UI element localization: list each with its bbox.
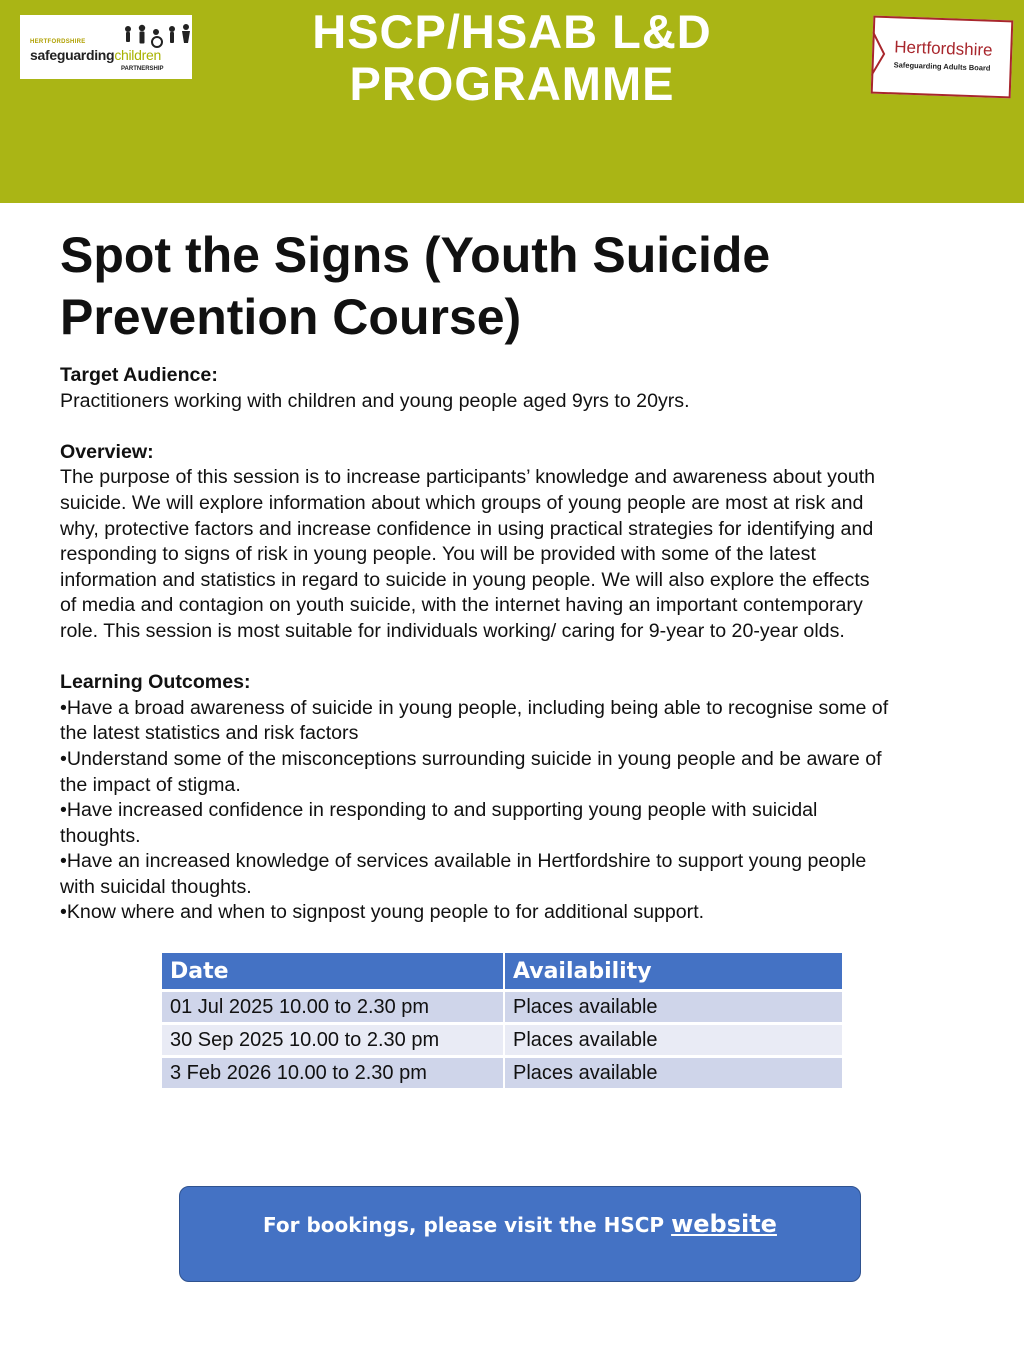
session-availability: Places available (504, 1024, 843, 1057)
logo-right-name: Hertfordshire (893, 37, 993, 60)
overview-line: responding to signs of risk in young people. You will be provided with some of the latest (60, 543, 816, 566)
outcome-line: the latest statistics and risk factors (60, 722, 359, 745)
overview-heading: Overview: (60, 440, 154, 463)
outcome-line: thoughts. (60, 824, 141, 847)
overview-line: The purpose of this session is to increase participants’ knowledge and awareness about youth (60, 466, 876, 489)
session-date: 01 Jul 2025 10.00 to 2.30 pm (162, 991, 504, 1024)
course-title (60, 224, 960, 348)
audience-heading: Target Audience: (60, 364, 218, 386)
outcome-line: •Have increased confidence in responding to and supporting young people with suicidal (60, 799, 818, 822)
logo-left-main-a: safeguarding (30, 47, 115, 63)
session-availability: Places available (504, 1057, 843, 1090)
session-availability: Places available (504, 991, 843, 1024)
table-row (162, 1057, 843, 1090)
safeguarding-children-partnership-logo (20, 15, 192, 79)
outcome-line: •Understand some of the misconceptions surrounding suicide in young people and be aware of (60, 747, 882, 770)
course-details (60, 363, 970, 926)
logo-left-main-b: children (114, 47, 161, 63)
programme-title-line2: PROGRAMME (349, 57, 675, 110)
header-banner (0, 0, 1024, 203)
sessions-table (162, 953, 844, 1091)
logo-right-board: Safeguarding Adults Board (893, 60, 991, 73)
outcome-line: •Know where and when to signpost young people to for additional support. (60, 901, 705, 924)
availability-column-header: Availability (504, 953, 843, 991)
logo-left-small-text: HERTFORDSHIRE (30, 39, 86, 45)
session-date: 30 Sep 2025 10.00 to 2.30 pm (162, 1024, 504, 1057)
overview-line: suicide. We will explore information about which groups of young people are most at risk and (60, 491, 864, 514)
sessions-table-header-row (162, 953, 843, 991)
programme-title-line1: HSCP/HSAB L&D (312, 5, 712, 58)
overview-line: why, protective factors and increase confidence in using practical strategies for identifying and (60, 517, 874, 540)
overview-line: information and statistics in regard to suicide in young people. We will also explore the effects (60, 568, 870, 591)
hertfordshire-safeguarding-adults-board-logo (871, 16, 1014, 99)
website-link[interactable]: website (671, 1210, 777, 1238)
booking-text: For bookings, please visit the HSCP (263, 1213, 665, 1237)
outcome-line: •Have a broad awareness of suicide in young people, including being able to recognise some of (60, 696, 889, 719)
audience-text: Practitioners working with children and young people aged 9yrs to 20yrs. (60, 389, 690, 412)
people-figures-icon (120, 23, 200, 49)
programme-title (200, 6, 824, 110)
outcome-line: with suicidal thoughts. (60, 875, 252, 898)
outcome-line: •Have an increased knowledge of services available in Hertfordshire to support young people (60, 850, 867, 873)
course-title-line1: Spot the Signs (Youth Suicide (60, 227, 771, 283)
course-title-line2: Prevention Course) (60, 289, 522, 345)
booking-callout (179, 1186, 861, 1282)
logo-left-sub-text: PARTNERSHIP (121, 66, 164, 72)
table-row (162, 991, 843, 1024)
session-date: 3 Feb 2026 10.00 to 2.30 pm (162, 1057, 504, 1090)
logo-left-main-text (30, 47, 161, 63)
overview-line: of media and contagion on youth suicide, with the internet having an important contemporary (60, 594, 863, 617)
table-row (162, 1024, 843, 1057)
overview-line: role. This session is most suitable for individuals working/ caring for 9-year to 20-year olds. (60, 619, 845, 642)
logo-right-notch-icon (871, 18, 894, 93)
outcome-line: the impact of stigma. (60, 773, 241, 796)
date-column-header: Date (162, 953, 504, 991)
outcomes-heading: Learning Outcomes: (60, 671, 251, 694)
